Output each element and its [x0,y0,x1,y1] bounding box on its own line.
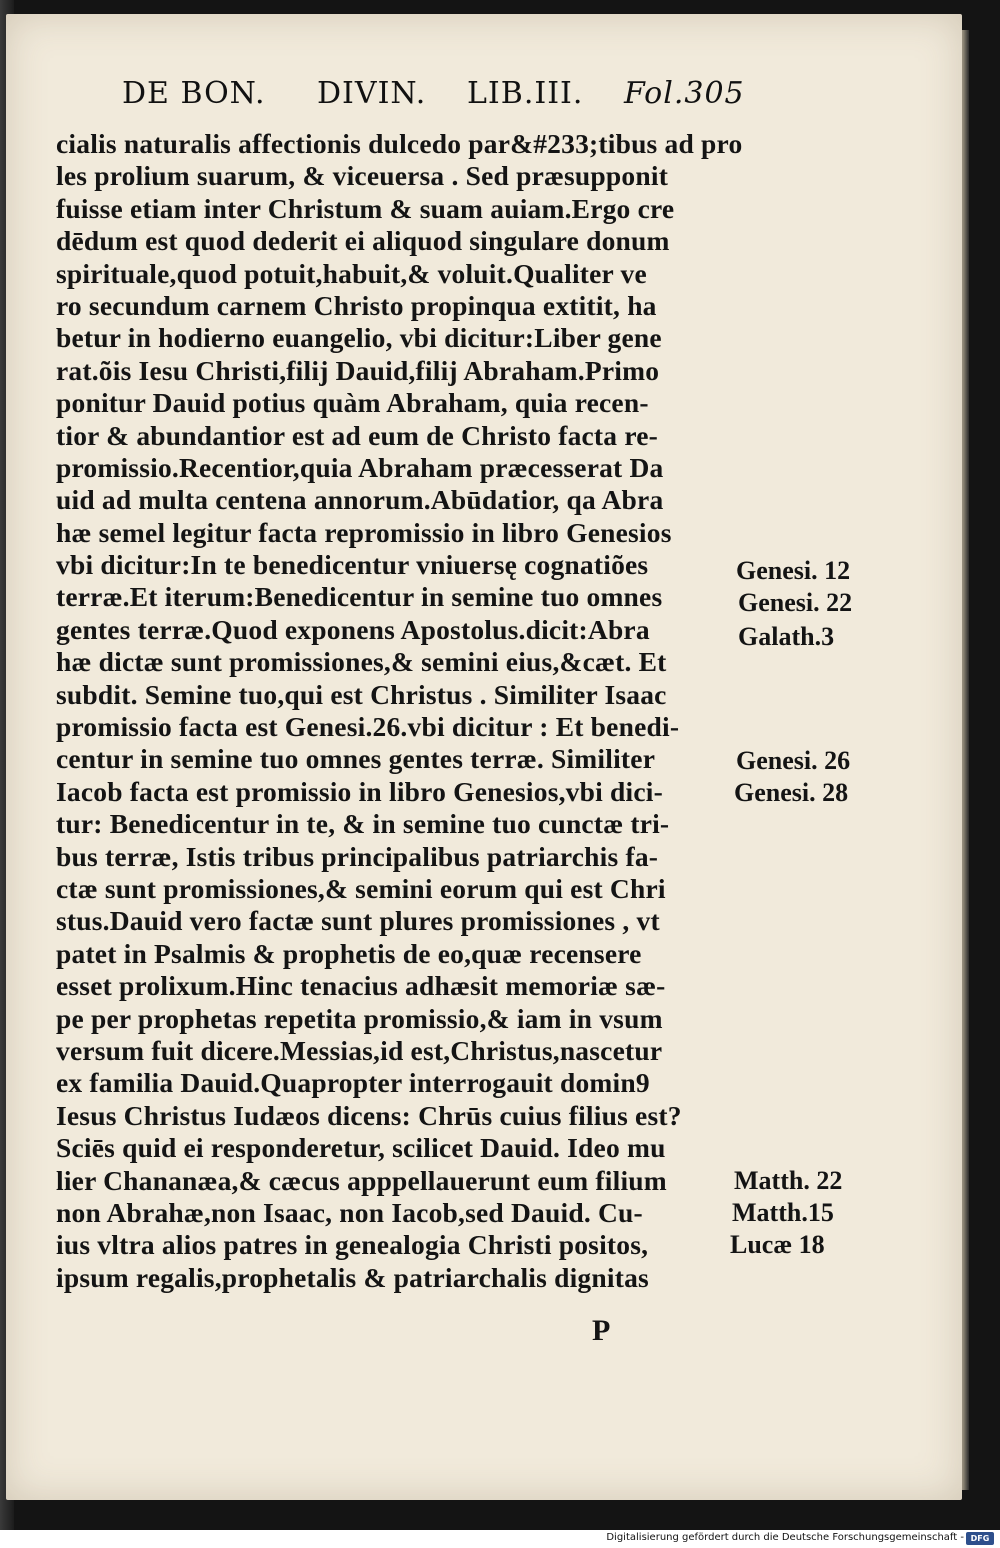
footer-bar [0,1530,1000,1548]
margin-note-matthew-22: Matth. 22 [734,1166,843,1195]
text-line: patet in Psalmis & prophetis de eo,quæ recensere [56,937,642,969]
main-text-block [56,128,746,1294]
text-line: fuisse etiam inter Christum & suam auiam.Ergo cre [56,192,675,224]
text-line: promissio facta est Genesi.26.vbi dicitur : Et benedi- [56,711,680,743]
funding-credit: Digitalisierung gefördert durch die Deutsche Forschungsgemeinschaft - [606,1532,964,1543]
margin-note-genesis-12: Genesi. 12 [736,556,851,585]
text-line: Sciēs quid ei responderetur, scilicet Dauid. Ideo mu [56,1132,666,1164]
text-line: subdit. Semine tuo,qui est Christus . Similiter Isaac [56,678,667,710]
signature-mark: P [592,1314,611,1347]
text-line: esset prolixum.Hinc tenacius adhæsit memoriæ sæ- [56,970,666,1002]
text-line: ctæ sunt promissiones,& semini eorum qui est Chri [56,872,666,904]
header-title-middle: DIVIN. [317,76,427,111]
margin-note-matthew-15: Matth.15 [732,1198,834,1227]
header-title-left: DE BON. [122,76,266,111]
text-line: ipsum regalis,prophetalis & patriarchalis dignitas [56,1261,649,1293]
text-line: Iacob facta est promissio in libro Genesios,vbi dici- [56,775,663,807]
text-line: lier Chananæa,& cæcus apppellauerunt eum filium [56,1164,667,1196]
text-line: ponitur Dauid potius quàm Abraham, quia recen- [56,387,649,419]
text-line: tior & abundantior est ad eum de Christo facta re- [56,419,658,451]
margin-note-genesis-22: Genesi. 22 [738,588,853,617]
text-line: versum fuit dicere.Messias,id est,Christus,nascetur [56,1034,663,1066]
text-line: cialis naturalis affectionis dulcedo par&#233;tibus ad pro [56,128,743,159]
text-line: non Abrahæ,non Isaac, non Iacob,sed Dauid. Cu- [56,1196,643,1228]
text-line: Iesus Christus Iudæos dicens: Chrūs cuius filius est? [56,1099,682,1131]
text-line: bus terræ, Istis tribus principalibus patriarchis fa- [56,840,659,872]
text-line: stus.Dauid vero factæ sunt plures promissiones , vt [56,905,660,937]
text-line: uid ad multa centena annorum.Abūdatior, qa Abra [56,484,664,516]
text-line: gentes terræ.Quod exponens Apostolus.dicit:Abra [56,613,650,645]
header-folio: Fol.305 [624,76,745,111]
text-line: pe per prophetas repetita promissio,& iam in vsum [56,1002,663,1034]
text-line: terræ.Et iterum:Benedicentur in semine tuo omnes [56,581,663,613]
text-line: vbi dicitur:In te benedicentur vniuersę cognatiões [56,549,649,581]
margin-note-galatians-3: Galath.3 [738,622,835,651]
text-line: hæ semel legitur facta repromissio in libro Genesios [56,516,672,548]
text-line: centur in semine tuo omnes gentes terræ. Similiter [56,743,656,775]
text-line: les prolium suarum, & viceuersa . Sed præsupponit [56,160,669,192]
text-line: ius vltra alios patres in genealogia Christi positos, [56,1229,649,1261]
text-line: hæ dictæ sunt promissiones,& semini eius,&cæt. Et [56,646,667,678]
margin-note-luke-18: Lucæ 18 [730,1230,825,1259]
text-line: ex familia Dauid.Quapropter interrogauit domin9 [56,1067,650,1099]
text-line: betur in hodierno euangelio, vbi dicitur:Liber gene [56,322,662,354]
header-book-number: LIB.III. [467,76,584,111]
running-header [122,76,745,118]
margin-note-genesis-28: Genesi. 28 [734,778,849,807]
text-line: tur: Benedicentur in te, & in semine tuo cunctæ tri- [56,808,670,840]
text-line: dēdum est quod dederit ei aliquod singulare donum [56,225,670,257]
text-line: spirituale,quod potuit,habuit,& voluit.Qualiter ve [56,257,647,289]
dfg-logo: DFG [966,1532,994,1545]
text-line: ro secundum carnem Christo propinqua extitit, ha [56,289,657,321]
text-line: rat.õis Iesu Christi,filij Dauid,filij Abraham.Primo [56,354,660,386]
margin-note-genesis-26: Genesi. 26 [736,746,851,775]
text-line: promissio.Recentior,quia Abraham præcesserat Da [56,451,664,483]
